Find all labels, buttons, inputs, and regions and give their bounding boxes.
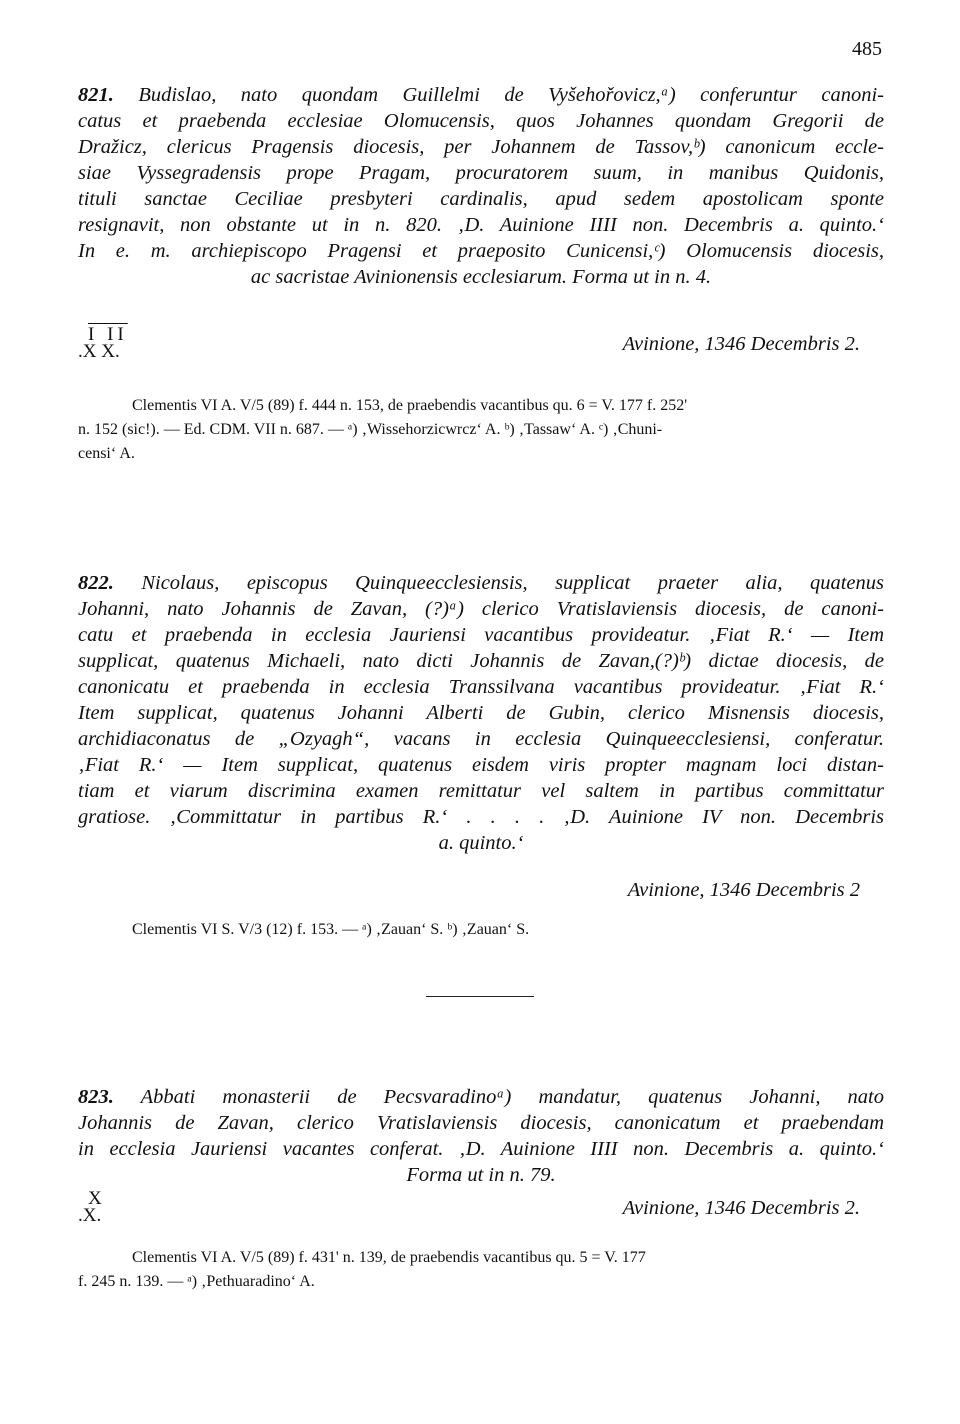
chancery-signature xyxy=(78,1190,106,1224)
entry-line xyxy=(78,570,884,596)
entry-line: in ecclesia Jauriensi vacantes conferat. ‚D. Auinione IIII non. Decembris a. quinto.‘ xyxy=(78,1138,884,1160)
entry-line: tiam et viarum discrimina examen remittatur vel saltem in partibus committatur xyxy=(78,780,884,802)
signature-top: I II xyxy=(88,324,128,345)
entry-821 xyxy=(78,82,884,290)
entry-line: In e. m. archiepiscopo Pragensi et praeposito Cunicensi,ᶜ) Olomucensis diocesis, xyxy=(78,240,884,262)
note-line: Clementis VI S. V/3 (12) f. 153. — ᵃ) ‚Zauan‘ S. ᵇ) ‚Zauan‘ S. xyxy=(132,921,530,938)
entry-line: canonicatu et praebenda in ecclesia Transsilvana vacantibus provideatur. ‚Fiat R.‘ xyxy=(78,676,884,698)
note-line: n. 152 (sic!). — Ed. CDM. VII n. 687. — ᵃ) ‚Wissehorzicwrcz‘ A. ᵇ) ‚Tassaw‘ A. ᶜ) ‚Chuni- xyxy=(78,421,663,438)
entry-line: archidiaconatus de „Ozyagh“, vacans in ecclesia Quinqueecclesiensi, conferatur. xyxy=(78,728,884,750)
entry-line: supplicat, quatenus Michaeli, nato dicti Johannis de Zavan,(?)ᵇ) dictae diocesis, de xyxy=(78,650,884,672)
entry-line: ‚Fiat R.‘ — Item supplicat, quatenus eisdem viris propter magnam loci distan- xyxy=(78,754,884,776)
signature-top: X xyxy=(88,1188,106,1209)
entry-number: 823. xyxy=(78,1086,114,1108)
page-number: 485 xyxy=(852,38,882,60)
entry-line: ac sacristae Avinionensis ecclesiarum. Forma ut in n. 4. xyxy=(250,266,712,288)
signature-date-row-823 xyxy=(78,1184,884,1224)
section-separator xyxy=(426,996,534,997)
entry-line: tituli sanctae Ceciliae presbyteri cardinalis, apud sedem apostolicam sponte xyxy=(78,188,884,210)
entry-line: a. quinto.‘ xyxy=(438,832,524,854)
entry-text: Nicolaus, episcopus Quinqueecclesiensis, supplicat praeter alia, quatenus xyxy=(141,572,885,594)
entry-line: catus et praebenda ecclesiae Olomucensis, quos Johannes quondam Gregorii de xyxy=(78,110,884,132)
entry-line: Item supplicat, quatenus Johanni Alberti de Gubin, clerico Misnensis diocesis, xyxy=(78,702,884,724)
entry-number: 822. xyxy=(78,572,114,594)
entry-line: Johannis de Zavan, clerico Vratislaviensis diocesis, canonicatum et praebendam xyxy=(78,1112,884,1134)
entry-line: siae Vyssegradensis prope Pragam, procuratorem suum, in manibus Quidonis, xyxy=(78,162,884,184)
note-line: Clementis VI A. V/5 (89) f. 431' n. 139, de praebendis vacantibus qu. 5 = V. 177 xyxy=(132,1249,646,1266)
note-line: Clementis VI A. V/5 (89) f. 444 n. 153, de praebendis vacantibus qu. 6 = V. 177 f. 252' xyxy=(132,397,688,414)
entry-line xyxy=(78,82,884,108)
entry-line: gratiose. ‚Committatur in partibus R.‘ . . . . ‚D. Auinione IV non. Decembris xyxy=(78,806,884,828)
signature-bottom: .X X. xyxy=(78,341,120,362)
footnote-821 xyxy=(78,394,884,466)
note-line: f. 245 n. 139. — ᵃ) ‚Pethuaradino‘ A. xyxy=(78,1273,315,1290)
entry-line: Forma ut in n. 79. xyxy=(406,1164,556,1186)
entry-822 xyxy=(78,570,884,856)
entry-text: Abbati monasterii de Pecsvaradinoᵃ) mandatur, quatenus Johanni, nato xyxy=(140,1086,885,1108)
entry-line xyxy=(78,1084,884,1110)
date-row-822 xyxy=(78,866,884,906)
place-date: Avinione, 1346 Decembris 2. xyxy=(622,333,860,355)
entry-line: resignavit, non obstante ut in n. 820. ‚D. Auinione IIII non. Decembris a. quinto.‘ xyxy=(78,214,884,236)
entry-line: Dražicz, clericus Pragensis diocesis, per Johannem de Tassov,ᵇ) canonicum eccle- xyxy=(78,136,884,158)
note-line: censi‘ A. xyxy=(78,445,135,462)
footnote-822 xyxy=(78,918,884,942)
signature-bottom: .X. xyxy=(78,1205,102,1226)
entry-text: Budislao, nato quondam Guillelmi de Vyšehořovicz,ᵃ) conferuntur canoni- xyxy=(138,84,884,106)
chancery-signature xyxy=(78,326,128,360)
entry-number: 821. xyxy=(78,84,114,106)
signature-date-row-821 xyxy=(78,320,884,360)
entry-823 xyxy=(78,1084,884,1188)
place-date: Avinione, 1346 Decembris 2. xyxy=(622,1197,860,1219)
entry-line: Johanni, nato Johannis de Zavan, (?)ᵃ) clerico Vratislaviensis diocesis, de canoni- xyxy=(78,598,884,620)
footnote-823 xyxy=(78,1246,884,1294)
place-date: Avinione, 1346 Decembris 2 xyxy=(627,879,860,901)
entry-line: catu et praebenda in ecclesia Jauriensi vacantibus provideatur. ‚Fiat R.‘ — Item xyxy=(78,624,884,646)
